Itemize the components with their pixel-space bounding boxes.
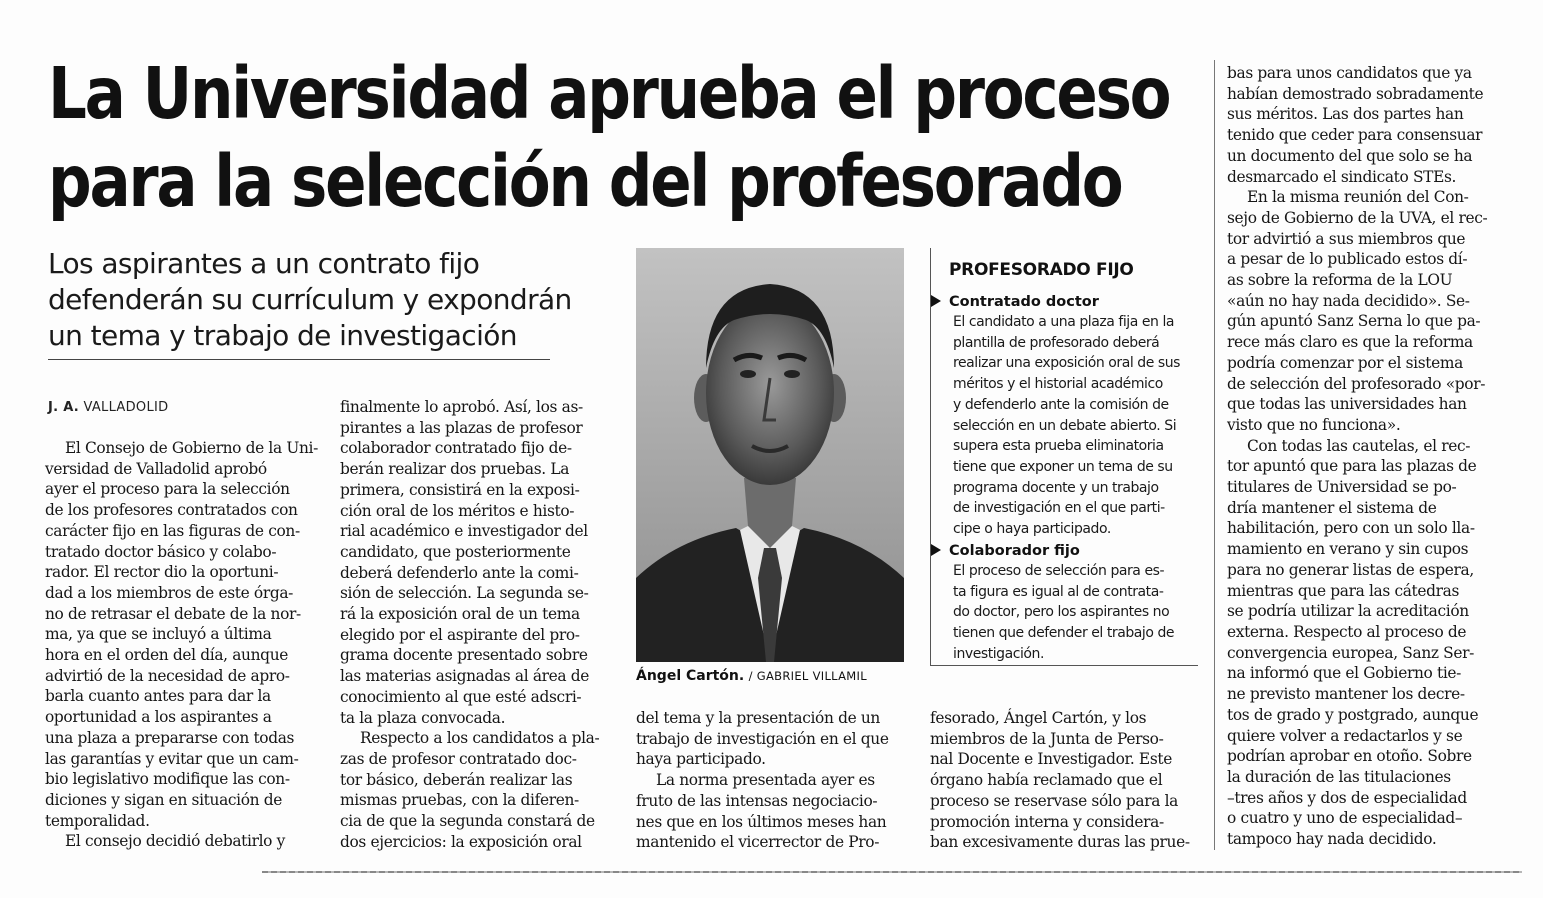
text-line: advirtió de la necesidad de apro- [45,666,290,685]
text-line: conocimiento al que esté adscri- [340,687,582,706]
text-line: La norma presentada ayer es [656,771,875,790]
text-line: El Consejo de Gobierno de la Uni- [65,439,318,457]
text-line: carácter fijo en las figuras de con- [45,521,300,540]
subheadline-line: Los aspirantes a un contrato fijo [48,247,480,280]
byline-location: VALLADOLID [83,400,169,415]
text-line: na informó que el Gobierno tie- [1227,664,1462,683]
text-line: realizar una exposición oral de sus [953,355,1180,372]
text-line: tiene que exponer un tema de su [953,458,1173,475]
text-line: para no generar listas de espera, [1227,560,1474,579]
text-line: barla cuanto antes para dar la [45,687,271,706]
article-column-3 [636,708,904,853]
subheadline [48,246,608,354]
article-column-2 [340,397,608,852]
subheadline-line: defenderán su currículum y expondrán [48,283,572,316]
text-line: o cuatro y uno de especialidad– [1227,809,1463,828]
text-line: hora en el orden del día, aunque [45,646,289,665]
text-line: y defenderlo ante la comisión de [953,396,1169,413]
photo-caption [636,668,867,684]
text-line: dos ejercicios: la exposición oral [340,832,582,851]
text-line: tor apuntó que para las plazas de [1227,457,1477,476]
text-line: ma, ya que se incluyó a última [45,625,272,644]
text-line: titulares de Universidad se po- [1227,478,1457,497]
caption-credit: / GABRIEL VILLAMIL [748,669,867,683]
text-line: sus méritos. Las dos partes han [1227,105,1464,124]
arrow-bullet-icon [931,544,941,556]
text-line: dría mantener el sistema de [1227,498,1437,517]
text-line: mientras que para las cátedras [1227,581,1460,600]
text-line: bio legislativo modifique las con- [45,770,290,789]
text-line: no de retrasar el debate de la nor- [45,604,301,623]
text-line: deberá defenderlo ante la comi- [340,563,579,582]
text-line: trabajo de investigación en el que [636,729,889,748]
text-line: mismas pruebas, con la diferen- [340,791,579,810]
text-line: finalmente lo aprobó. Así, los as- [340,398,583,416]
text-line: de investigación en el que parti- [953,500,1165,517]
text-line: nes que en los últimos meses han [636,812,887,831]
text-line: El consejo decidió debatirlo y [65,832,285,851]
text-line: convergencia europea, Sanz Ser- [1227,643,1474,662]
subheadline-line: un tema y trabajo de investigación [48,319,517,352]
text-line: las garantías y evitar que un cam- [45,749,299,768]
text-line: promoción interna y considera- [930,812,1164,831]
text-line: Con todas las cautelas, el rec- [1247,436,1471,455]
text-line: tampoco hay nada decidido. [1227,830,1437,849]
text-line: –tres años y dos de especialidad [1227,788,1467,807]
text-line: as sobre la reforma de la LOU [1227,271,1453,290]
article-column-5 [1227,63,1497,850]
text-line: grama docente presentado sobre [340,646,588,665]
text-line: sión de selección. La segunda se- [340,584,589,603]
text-line: versidad de Valladolid aprobó [45,459,267,478]
text-line: del tema y la presentación de un [636,709,880,727]
text-line: órgano había reclamado que el [930,771,1163,790]
text-line: tienen que defender el trabajo de [953,625,1175,642]
text-line: tratado doctor básico y colabo- [45,542,277,561]
text-line: investigación. [953,645,1044,662]
text-line: tenido que ceder para consensuar [1227,126,1483,145]
text-line: habían demostrado sobradamente [1227,84,1484,103]
text-line: selección en un debate abierto. Si [953,417,1177,434]
column-divider [1214,60,1215,850]
text-line: habilitación, pero con un solo lla- [1227,519,1475,538]
text-line: oportunidad a los aspirantes a [45,708,272,727]
text-line: fruto de las intensas negociacio- [636,791,878,810]
sidebar-section [931,292,1199,540]
sidebar-title: PROFESORADO FIJO [949,260,1134,280]
headline-line: para la selección del profesorado [48,140,1122,223]
text-line: elegido por el aspirante del pro- [340,625,580,644]
text-line: berán realizar dos pruebas. La [340,460,570,479]
text-line: haya participado. [636,750,766,769]
text-line: mamiento en verano y sin cupos [1227,540,1469,559]
headline-line: La Universidad aprueba el proceso [48,52,1170,135]
sidebar-text [931,312,1199,540]
text-line: rece más claro es que la reforma [1227,333,1473,352]
portrait-photo [636,248,904,662]
text-line: temporalidad. [45,811,150,830]
text-line: miembros de la Junta de Perso- [930,729,1164,748]
text-line: méritos y el historial académico [953,376,1163,393]
text-line: a pesar de lo publicado estos dí- [1227,250,1468,269]
text-line: tos de grado y postgrado, aunque [1227,705,1479,724]
sidebar-heading-text: Colaborador fijo [949,543,1080,559]
sidebar-heading [931,541,1199,561]
text-line: podría comenzar por el sistema [1227,353,1463,372]
text-line: se podría utilizar la acreditación [1227,602,1469,621]
text-line: que todas las universidades han [1227,395,1467,414]
text-line: ban excesivamente duras las prue- [930,833,1190,852]
sidebar-heading [931,292,1199,312]
text-line: do doctor, pero los aspirantes no [953,604,1170,621]
text-line: una plaza a prepararse con todas [45,728,295,747]
text-line: rá la exposición oral de un tema [340,605,580,624]
byline [48,400,168,415]
text-line: ne previsto mantener los decre- [1227,685,1465,704]
text-line: En la misma reunión del Con- [1247,188,1469,207]
sidebar-text [931,561,1199,665]
text-line: fesorado, Ángel Cartón, y los [930,709,1147,727]
sidebar-box [930,248,1198,666]
text-line: programa docente y un trabajo [953,479,1159,496]
text-line: ayer el proceso para la selección [45,480,290,499]
sidebar-heading-text: Contratado doctor [949,294,1099,310]
text-line: primera, consistirá en la exposi- [340,480,580,499]
text-line: sejo de Gobierno de la UVA, el rec- [1227,208,1488,227]
text-line: ta la plaza convocada. [340,708,506,727]
text-line: podrían aprobar en otoño. Sobre [1227,747,1472,766]
text-line: desmarcado el sindicato STEs. [1227,167,1457,186]
text-line: «aún no hay nada decidido». Se- [1227,291,1470,310]
text-line: ta figura es igual al de contrata- [953,583,1164,600]
text-line: la duración de las titulaciones [1227,767,1451,786]
text-line: rador. El rector dio la oportuni- [45,563,279,582]
sidebar-section [931,541,1199,665]
text-line: zas de profesor contratado doc- [340,749,577,768]
text-line: las materias asignadas al área de [340,667,590,686]
text-line: externa. Respecto al proceso de [1227,622,1467,641]
text-line: quiere volver a redactarlos y se [1227,726,1463,745]
arrow-bullet-icon [931,295,941,307]
text-line: tor advirtió a sus miembros que [1227,229,1466,248]
text-line: plantilla de profesorado deberá [953,334,1160,351]
bottom-divider [262,871,1522,873]
portrait-illustration [636,248,904,662]
article-column-1 [45,438,318,852]
text-line: de los profesores contratados con [45,501,298,520]
subheadline-divider [48,359,550,360]
text-line: candidato, que posteriormente [340,542,571,561]
text-line: dad a los miembros de este órga- [45,583,293,602]
text-line: diciones y sigan en situación de [45,790,283,809]
text-line: gún apuntó Sanz Serna lo que pa- [1227,312,1481,331]
text-line: cipe o haya participado. [953,521,1111,538]
text-line: El proceso de selección para es- [953,563,1165,579]
byline-author: J. A. [48,400,80,415]
text-line: visto que no funciona». [1227,415,1401,434]
text-line: pirantes a las plazas de profesor [340,418,583,437]
text-line: cia de que la segunda constará de [340,812,595,831]
text-line: un documento del que solo se ha [1227,146,1473,165]
text-line: colaborador contratado fijo de- [340,439,572,458]
text-line: rial académico e investigador del [340,522,588,541]
text-line: bas para unos candidatos que ya [1227,64,1472,82]
caption-name: Ángel Cartón. [636,668,745,684]
text-line: de selección del profesorado «por- [1227,374,1486,393]
text-line: proceso se reservase sólo para la [930,791,1179,810]
text-line: mantenido el vicerrector de Pro- [636,833,880,852]
text-line: El candidato a una plaza fija en la [953,314,1175,330]
text-line: ción oral de los méritos e histo- [340,501,575,520]
article-column-4 [930,708,1198,853]
headline [48,50,1170,226]
text-line: Respecto a los candidatos a pla- [360,729,600,748]
text-line: supera esta prueba eliminatoria [953,438,1164,455]
text-line: tor básico, deberán realizar las [340,770,573,789]
text-line: nal Docente e Investigador. Este [930,750,1172,769]
